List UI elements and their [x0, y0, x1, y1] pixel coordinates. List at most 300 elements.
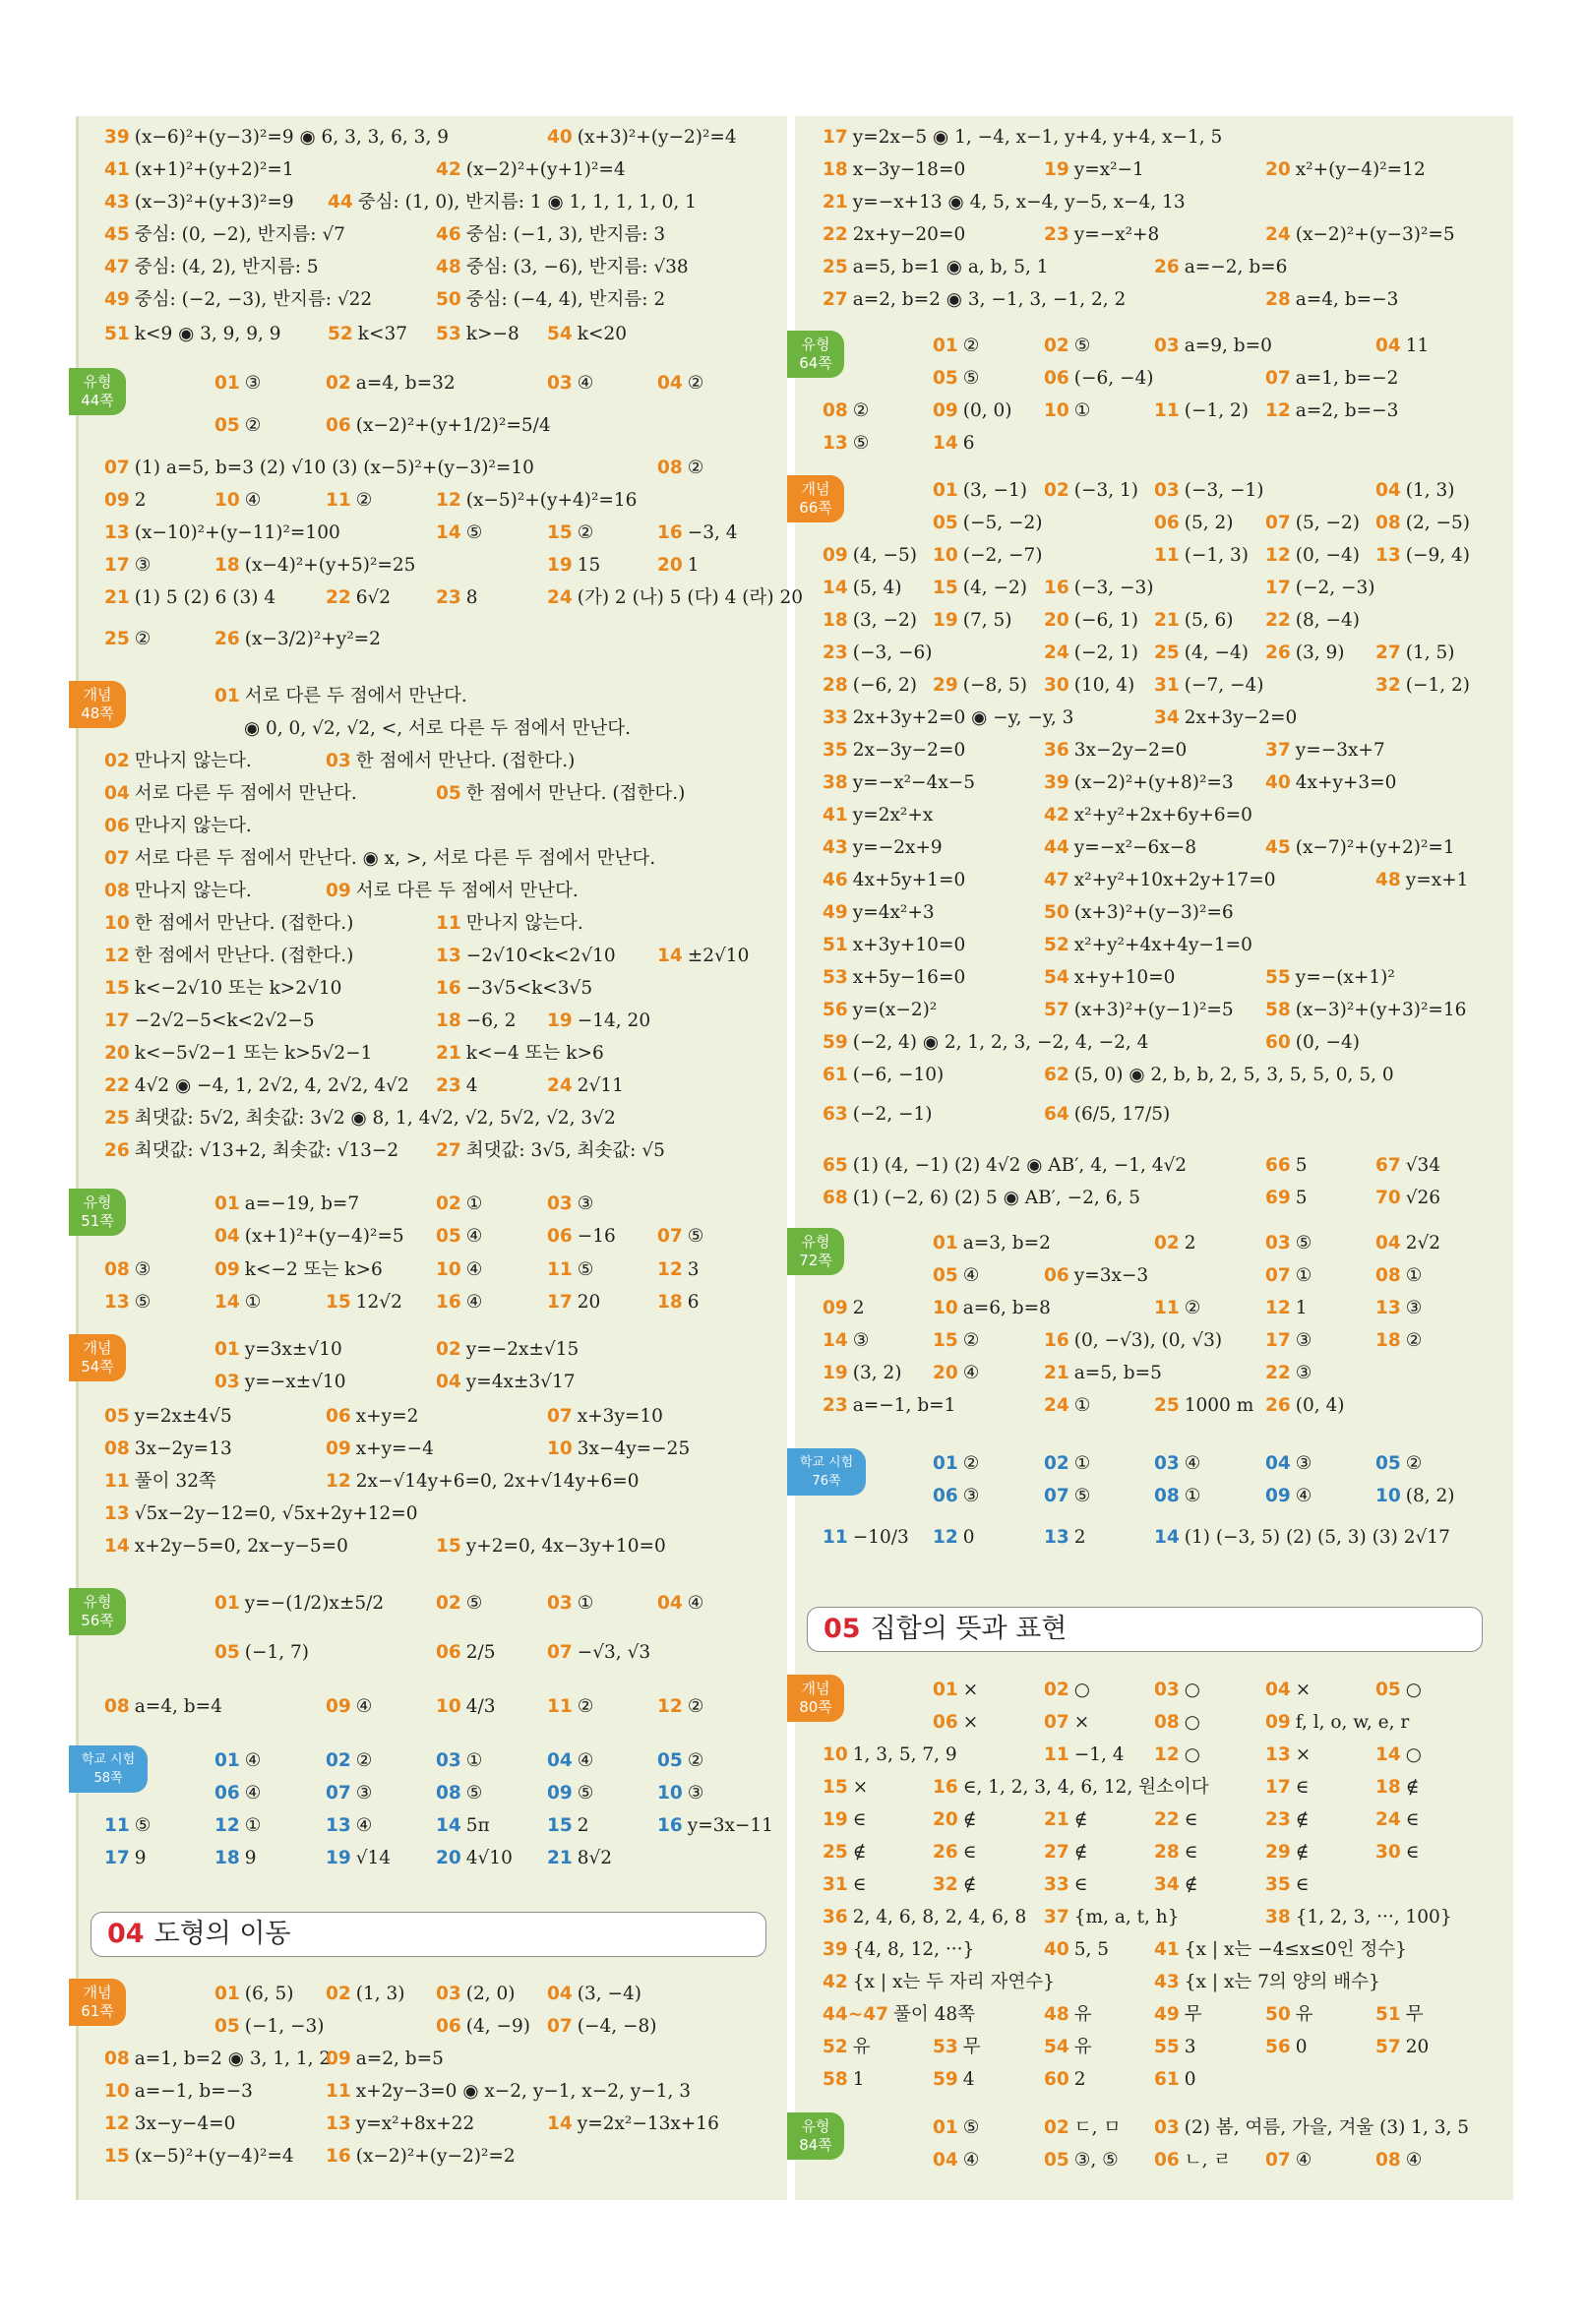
problem-number: 25: [1154, 642, 1180, 663]
answer-item: [1265, 2036, 1308, 2059]
answer-item: [104, 2048, 331, 2071]
answer-item: [1265, 1329, 1312, 1353]
problem-number: 35: [1265, 1874, 1291, 1895]
problem-number: 12: [1265, 545, 1291, 566]
answer-text: a=4, b=−3: [1295, 289, 1399, 310]
answer-item: [1154, 642, 1249, 665]
answer-item: [326, 414, 551, 438]
problem-number: 10: [214, 490, 240, 511]
answer-item: [1044, 1394, 1090, 1418]
problem-number: 08: [657, 458, 683, 478]
problem-number: 14: [933, 433, 958, 454]
problem-number: 18: [1375, 1777, 1401, 1798]
problem-number: 08: [104, 2049, 130, 2069]
problem-number: 23: [436, 1075, 461, 1096]
answer-text: a=4, b=32: [355, 373, 456, 394]
problem-number: 45: [104, 224, 130, 245]
answer-item: [326, 2145, 516, 2169]
answer-item: [657, 1814, 773, 1838]
answer-text: ④: [355, 1696, 373, 1717]
answer-item: [547, 1695, 593, 1719]
answer-text: 20: [577, 1292, 601, 1313]
answer-text: (x−7)²+(y+2)²=1: [1295, 837, 1455, 858]
problem-number: 09: [326, 1438, 351, 1459]
answer-text: a=5, b=1 ◉ a, b, 5, 1: [852, 257, 1049, 277]
answer-text: (x−2)²+(y+1)²=4: [465, 159, 626, 180]
answer-text: ②: [1184, 1298, 1201, 1318]
answer-item: [823, 1064, 944, 1087]
answer-text: 4x+5y+1=0: [852, 870, 966, 890]
answer-item: [214, 1291, 261, 1315]
answer-item: [1265, 1711, 1409, 1735]
answer-item: [436, 521, 482, 545]
answer-text: −2√10<k<2√10: [465, 946, 616, 966]
problem-number: 12: [1265, 400, 1291, 421]
answer-text: 5: [1295, 1155, 1308, 1176]
problem-number: 40: [1044, 1939, 1069, 1960]
answer-text: ②: [577, 522, 594, 543]
answer-item: [1154, 706, 1297, 730]
answer-text: ㄴ, ㄹ: [1184, 2150, 1232, 2171]
problem-number: 56: [1265, 2037, 1291, 2057]
answer-item: [326, 1405, 418, 1429]
answer-item: [1265, 577, 1375, 600]
answer-item: [1044, 335, 1090, 358]
answer-item: [933, 432, 975, 456]
answer-text: ⑤: [134, 1292, 152, 1313]
problem-number: 39: [823, 1939, 848, 1960]
problem-number: 05: [933, 1265, 958, 1286]
answer-item: [436, 1371, 576, 1394]
answer-item: [547, 372, 593, 396]
answer-item: [1265, 1808, 1309, 1832]
answer-item: [823, 836, 943, 860]
answer-text: 4: [465, 1075, 478, 1096]
answer-text: ○: [1405, 1680, 1422, 1700]
answer-text: x+3y=10: [577, 1406, 663, 1427]
answer-item: [436, 1193, 482, 1216]
answer-text: (6/5, 17/5): [1073, 1104, 1171, 1125]
answer-text: ×: [1295, 1680, 1312, 1700]
answer-item: [933, 674, 1027, 698]
problem-number: 05: [214, 2016, 240, 2037]
problem-number: 63: [823, 1104, 848, 1125]
answer-item: [933, 1776, 1209, 1800]
problem-number: 48: [436, 257, 461, 277]
answer-item: [104, 1107, 616, 1131]
answer-text: (0, 0): [962, 400, 1012, 421]
answer-text: ①: [244, 1292, 262, 1313]
answer-text: (−5, −2): [962, 513, 1043, 533]
answer-text: ∈: [1184, 1809, 1198, 1830]
answer-text: a=1, b=−2: [1295, 368, 1399, 389]
answer-text: ○: [1405, 1744, 1422, 1765]
answer-item: [326, 880, 579, 903]
problem-number: 01: [214, 1984, 240, 2004]
problem-number: 21: [547, 1848, 573, 1868]
answer-text: ④: [355, 1815, 373, 1836]
answer-text: −16: [577, 1226, 616, 1247]
section-tag: [787, 2112, 844, 2160]
answer-text: y=2x²+x: [852, 805, 934, 826]
answer-text: (−1, −3): [244, 2016, 325, 2037]
answer-text: y=(x−2)²: [852, 1000, 938, 1020]
problem-number: 06: [933, 1486, 958, 1506]
answer-item: [1265, 1264, 1312, 1288]
answer-text: 2: [577, 1815, 589, 1836]
answer-text: 2x+y−20=0: [852, 224, 966, 245]
answer-text: {x | x는 7의 양의 배수}: [1184, 1972, 1380, 1992]
answer-item: [436, 323, 519, 346]
answer-text: 2x−3y−2=0: [852, 740, 966, 761]
answer-item: [657, 1782, 703, 1805]
problem-number: 17: [104, 555, 130, 576]
answer-item: [657, 1749, 703, 1773]
answer-text: 만나지 않는다.: [465, 913, 583, 934]
answer-item: [104, 2112, 235, 2136]
problem-number: 21: [1044, 1809, 1069, 1830]
problem-number: 02: [326, 1750, 351, 1771]
answer-text: (5, 2): [1184, 513, 1234, 533]
problem-number: 41: [823, 805, 848, 826]
answer-item: [823, 256, 1049, 279]
answer-text: ∈: [1405, 1809, 1420, 1830]
problem-number: 08: [104, 1696, 130, 1717]
answer-item: [1044, 2003, 1092, 2027]
answer-text: x+2y−3=0 ◉ x−2, y−1, x−2, y−1, 3: [355, 2081, 692, 2102]
answer-text: ×: [852, 1777, 869, 1798]
problem-number: 29: [1265, 1842, 1291, 1863]
problem-number: 12: [326, 1471, 351, 1492]
answer-item: [933, 1841, 976, 1865]
answer-item: [104, 880, 252, 903]
answer-item: [1265, 771, 1396, 795]
answer-text: ⑤: [134, 1815, 152, 1836]
problem-number: 49: [104, 289, 130, 310]
answer-item: [1154, 512, 1234, 535]
answer-item: [326, 1814, 372, 1838]
problem-number: 06: [1154, 2150, 1180, 2171]
answer-text: ⑤: [687, 1226, 704, 1247]
answer-text: (−3, −6): [852, 642, 933, 663]
answer-text: y+2=0, 4x−3y+10=0: [465, 1536, 666, 1557]
answer-text: (x−10)²+(y−11)²=100: [134, 522, 340, 543]
problem-number: 24: [1375, 1809, 1401, 1830]
answer-item: [436, 782, 685, 806]
answer-text: 2: [134, 490, 147, 511]
section-tag-page: 72쪽: [799, 1252, 832, 1269]
answer-item: [104, 1535, 348, 1559]
answer-item: [104, 782, 357, 806]
problem-number: 13: [326, 1815, 351, 1836]
problem-number: 13: [1375, 545, 1401, 566]
answer-text: a=2, b=2 ◉ 3, −1, 3, −1, 2, 2: [852, 289, 1127, 310]
problem-number: 12: [104, 946, 130, 966]
problem-number: 13: [104, 522, 130, 543]
answer-item: [547, 1009, 650, 1033]
answer-text: 3x−4y=−25: [577, 1438, 691, 1459]
answer-text: (−3, −3): [1073, 578, 1154, 598]
answer-text: ∉: [852, 1842, 867, 1863]
problem-number: 13: [104, 1503, 130, 1524]
answer-text: 5: [1295, 1188, 1308, 1208]
problem-number: 14: [823, 1330, 848, 1351]
problem-number: 18: [657, 1292, 683, 1313]
problem-number: 20: [1044, 610, 1069, 631]
problem-number: 05: [657, 1750, 683, 1771]
answer-item: [104, 158, 294, 182]
problem-number: 40: [1265, 772, 1291, 793]
answer-item: [436, 1814, 490, 1838]
answer-text: ③: [244, 373, 262, 394]
answer-text: ②: [1405, 1330, 1423, 1351]
answer-item: [326, 2048, 444, 2071]
answer-item: [1375, 512, 1470, 535]
problem-number: 15: [104, 2146, 130, 2167]
answer-item: [1375, 1297, 1422, 1320]
problem-number: 11: [326, 2081, 351, 2102]
section-tag-type: 유형: [801, 2117, 830, 2135]
answer-item: [823, 609, 917, 633]
answer-item: [104, 1139, 398, 1163]
problem-number: 18: [1375, 1330, 1401, 1351]
answer-text: 중심: (1, 0), 반지름: 1 ◉ 1, 1, 1, 1, 0, 1: [357, 192, 697, 213]
answer-text: (x−6)²+(y−3)²=9 ◉ 6, 3, 3, 6, 3, 9: [134, 127, 449, 148]
answer-item: [823, 999, 937, 1022]
answer-text: ③: [852, 1330, 870, 1351]
answer-item: [1265, 836, 1455, 860]
problem-number: 11: [823, 1527, 848, 1548]
answer-item: [1154, 2036, 1196, 2059]
answer-text: (−2, −1): [852, 1104, 933, 1125]
problem-number: 11: [547, 1696, 573, 1717]
problem-number: 04: [1375, 336, 1401, 356]
answer-text: ⑤: [1073, 1486, 1091, 1506]
answer-text: (−8, 5): [962, 675, 1027, 696]
answer-item: [436, 1291, 482, 1315]
answer-text: 5π: [465, 1815, 490, 1836]
problem-number: 15: [547, 522, 573, 543]
answer-text: ③: [1295, 1453, 1312, 1474]
answer-text: a=−1, b=1: [852, 1395, 956, 1416]
answer-text: 12√2: [355, 1292, 402, 1313]
answer-item: [823, 288, 1126, 312]
problem-number: 13: [823, 433, 848, 454]
answer-text: ㄷ, ㅁ: [1073, 2117, 1122, 2138]
answer-text: 4: [962, 2069, 975, 2090]
answer-text: √34: [1405, 1155, 1441, 1176]
answer-item: [1044, 1711, 1089, 1735]
answer-item: [436, 977, 592, 1001]
problem-number: 28: [1265, 289, 1291, 310]
answer-text: ⑤: [1073, 336, 1091, 356]
problem-number: 03: [326, 751, 351, 771]
problem-number: 33: [1044, 1874, 1069, 1895]
answer-item: [823, 158, 965, 182]
problem-number: 12: [657, 1259, 683, 1280]
problem-number: 44: [1044, 837, 1069, 858]
answer-item: [436, 1782, 482, 1805]
answer-item: [1265, 1776, 1309, 1800]
answer-text: ①: [1073, 1395, 1091, 1416]
problem-number: 01: [214, 373, 240, 394]
answer-item: [1265, 223, 1455, 247]
answer-text: ⑤: [577, 1783, 594, 1804]
answer-item: [436, 1042, 604, 1066]
answer-item: [1375, 1264, 1422, 1288]
answer-item: [1265, 1394, 1345, 1418]
answer-item: [823, 544, 917, 568]
section-tag: [69, 681, 126, 728]
section-tag: [69, 1745, 148, 1793]
answer-text: (−9, 4): [1405, 545, 1470, 566]
problem-number: 20: [933, 1363, 958, 1383]
section-tag-type: 유형: [83, 1193, 112, 1211]
answer-item: [823, 191, 1186, 214]
answer-item: [1265, 1485, 1312, 1508]
problem-number: 17: [823, 127, 848, 148]
answer-text: y=−x²−4x−5: [852, 772, 976, 793]
answer-text: 6: [687, 1292, 700, 1313]
answer-item: [1044, 901, 1234, 925]
problem-number: 42: [1044, 805, 1069, 826]
answer-text: x²+y²+2x+6y+6=0: [1073, 805, 1252, 826]
answer-item: [823, 1329, 869, 1353]
problem-number: 01: [214, 1750, 240, 1771]
answer-item: [933, 1679, 978, 1702]
answer-item: [823, 1873, 866, 1897]
problem-number: 32: [933, 1874, 958, 1895]
answer-text: k>−8: [465, 324, 519, 344]
problem-number: 02: [104, 751, 130, 771]
problem-number: 05: [436, 783, 461, 804]
answer-item: [1375, 335, 1429, 358]
answer-item: [1154, 1711, 1200, 1735]
section-tag-page: 80쪽: [799, 1698, 832, 1716]
answer-item: [933, 2116, 979, 2140]
answer-text: (x−5)²+(y+4)²=16: [465, 490, 638, 511]
answer-item: [436, 945, 616, 968]
problem-number: 06: [933, 1712, 958, 1733]
problem-number: 49: [1154, 2004, 1180, 2025]
answer-item: [547, 521, 593, 545]
answer-item: [933, 1232, 1051, 1255]
answer-item: [1154, 1971, 1380, 1994]
answer-item: [1154, 1485, 1200, 1508]
problem-number: 13: [104, 1292, 130, 1313]
answer-text: (−1, 3): [1184, 545, 1249, 566]
answer-item: [1375, 2036, 1429, 2059]
problem-number: 57: [1044, 1000, 1069, 1020]
answer-item: [104, 2145, 294, 2169]
answer-text: a=6, b=8: [962, 1298, 1051, 1318]
answer-item: [1044, 2036, 1092, 2059]
answer-item: [1044, 674, 1134, 698]
answer-text: 3x−y−4=0: [134, 2113, 236, 2134]
answer-text: ⑤: [465, 522, 483, 543]
answer-text: ④: [465, 1226, 483, 1247]
answer-text: y=−x²−6x−8: [1073, 837, 1197, 858]
problem-number: 46: [436, 224, 461, 245]
answer-item: [436, 1641, 496, 1665]
problem-number: 19: [933, 610, 958, 631]
answer-text: (5, 0) ◉ 2, b, b, 2, 5, 3, 5, 5, 0, 5, 0: [1073, 1065, 1394, 1085]
answer-text: ⑤: [962, 2117, 980, 2138]
problem-number: 19: [547, 555, 573, 576]
answer-item: [1044, 609, 1138, 633]
answer-item: [1265, 2149, 1312, 2172]
answer-item: [823, 1187, 1140, 1210]
answer-item: [657, 1225, 703, 1249]
answer-item: [657, 1695, 703, 1719]
problem-number: 55: [1265, 967, 1291, 988]
answer-item: [436, 1338, 579, 1362]
answer-item: [823, 577, 902, 600]
answer-text: (x−5)²+(y−4)²=4: [134, 2146, 294, 2167]
problem-number: 25: [823, 1842, 848, 1863]
answer-item: [657, 554, 700, 578]
answer-text: y=−(1/2)x±5/2: [244, 1593, 385, 1614]
answer-item: [1044, 2068, 1086, 2092]
section-tag-type: 유형: [83, 1593, 112, 1611]
answer-text: ④: [465, 1259, 483, 1280]
answer-item: [214, 1814, 261, 1838]
answer-text: 3: [1184, 2037, 1196, 2057]
answer-text: ①: [1184, 1486, 1201, 1506]
answer-text: ④: [1405, 2150, 1423, 2171]
answer-item: [1265, 1679, 1311, 1702]
problem-number: 21: [1044, 1363, 1069, 1383]
answer-item: [436, 1983, 516, 2006]
answer-item: [1154, 1297, 1200, 1320]
answer-item: [933, 1329, 979, 1353]
problem-number: 25: [823, 257, 848, 277]
problem-number: 28: [1154, 1842, 1180, 1863]
answer-text: 풀이 48쪽: [893, 2004, 976, 2025]
answer-item: [823, 1154, 1187, 1178]
answer-text: 1: [1295, 1298, 1308, 1318]
answer-item: [547, 1641, 650, 1665]
problem-number: 06: [436, 2016, 461, 2037]
problem-number: 09: [214, 1259, 240, 1280]
answer-text: ③: [1405, 1298, 1423, 1318]
section-tag-page: 51쪽: [81, 1212, 114, 1230]
section-tag-page: 64쪽: [799, 354, 832, 372]
answer-item: [104, 912, 353, 936]
answer-item: [214, 554, 415, 578]
problem-number: 62: [1044, 1065, 1069, 1085]
answer-text: ③, ⑤: [1073, 2150, 1119, 2171]
answer-text: (1, 3): [355, 1984, 405, 2004]
answer-text: 20: [1405, 2037, 1430, 2057]
answer-item: [436, 288, 665, 312]
answer-text: ○: [1184, 1744, 1200, 1765]
problem-number: 02: [326, 1984, 351, 2004]
answer-item: [436, 1225, 482, 1249]
problem-number: 09: [326, 1696, 351, 1717]
problem-number: 43: [104, 192, 130, 213]
problem-number: 02: [436, 1193, 461, 1214]
problem-number: 03: [547, 373, 573, 394]
answer-text: y=x+1: [1405, 870, 1469, 890]
answer-item: [104, 1009, 315, 1033]
section-tag: [787, 331, 844, 378]
answer-text: 유: [1295, 2004, 1313, 2025]
answer-item: [547, 1814, 589, 1838]
answer-item: [104, 750, 252, 773]
answer-item: [1375, 869, 1468, 892]
problem-number: 11: [1154, 400, 1180, 421]
